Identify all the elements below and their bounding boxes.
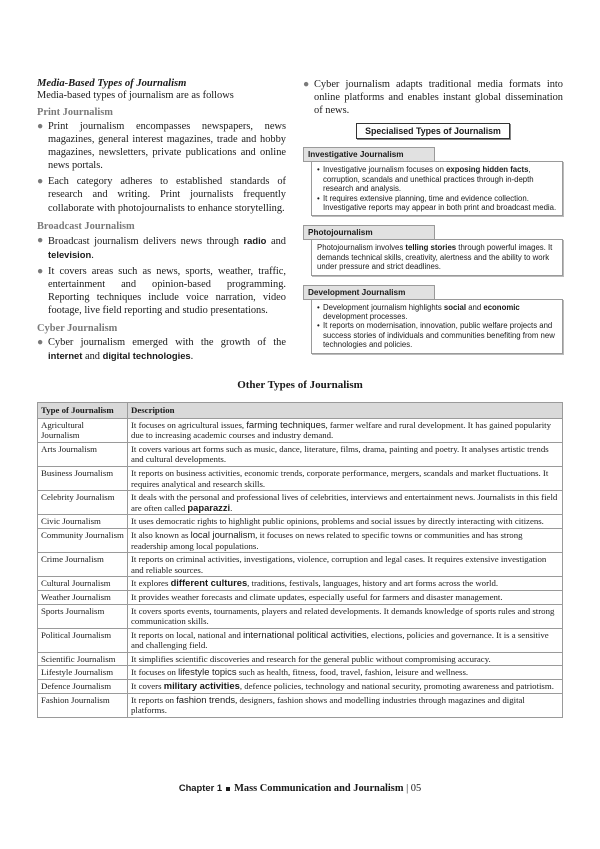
- bullet-icon: ●: [37, 121, 44, 132]
- table-cell-type: Community Journalism: [38, 528, 128, 552]
- print-journalism-heading: Print Journalism: [37, 107, 113, 118]
- other-types-table: [37, 402, 563, 718]
- keyword: international political activities: [243, 628, 367, 640]
- table-header-type: Type of Journalism: [38, 403, 128, 419]
- keyword: fashion trends: [176, 693, 236, 705]
- table-cell-type: Defence Journalism: [38, 680, 128, 694]
- table-cell-description: It reports on criminal activities, investigations, violence, corruption and legal cases. It requires extensive investigation and reliable sources.: [128, 553, 563, 577]
- photojournalism-block: [303, 222, 563, 275]
- table-cell-description: It provides weather forecasts and climate updates, especially useful for farmers and disaster management.: [128, 590, 563, 604]
- specialised-types-title: Specialised Types of Journalism: [356, 123, 510, 139]
- page-number: 05: [410, 783, 422, 794]
- list-item: ● Print journalism encompasses newspapers, news magazines, general interest magazines, trade and hobby magazines, newsletters, private publications and online news portals.: [37, 121, 286, 172]
- bullet-icon: ●: [303, 79, 310, 90]
- table-title: Other Types of Journalism: [237, 379, 363, 391]
- keyword: internet: [48, 350, 83, 362]
- table-cell-description: It uses democratic rights to highlight public opinions, problems and social issues by directly interacting with citizens.: [128, 515, 563, 529]
- table-row: [38, 628, 563, 652]
- investigative-journalism-block: [303, 144, 563, 216]
- keyword: radio: [243, 234, 267, 246]
- cyber-bullets: [37, 336, 286, 363]
- table-header-row: [38, 403, 563, 419]
- table-cell-type: Lifestyle Journalism: [38, 666, 128, 680]
- square-bullet-icon: [226, 787, 230, 791]
- keyword: television: [48, 248, 92, 260]
- keyword: local journalism: [190, 528, 256, 540]
- table-row: [38, 491, 563, 515]
- bullet-icon: •: [317, 165, 320, 175]
- table-row: [38, 515, 563, 529]
- keyword: lifestyle topics: [178, 666, 237, 678]
- bullet-icon: •: [317, 321, 320, 331]
- table-row: [38, 680, 563, 694]
- bullet-icon: •: [317, 302, 320, 312]
- table-cell-type: Crime Journalism: [38, 553, 128, 577]
- intro-text: Media-based types of journalism are as follows: [37, 90, 234, 101]
- table-cell-description: It covers sports events, tournaments, players and related developments. It demands knowledge of sports rules and strong communication skills.: [128, 604, 563, 628]
- table-cell-description: It explores different cultures, traditions, festivals, languages, history and art forms across the world.: [128, 577, 563, 591]
- table-cell-description: It focuses on agricultural issues, farming techniques, farmer welfare and rural development. It has gained popularity due to increasing academic courses and industry demand.: [128, 418, 563, 442]
- table-cell-type: Fashion Journalism: [38, 693, 128, 717]
- keyword: farming techniques: [246, 418, 326, 430]
- list-item: • It reports on modernisation, innovation, public welfare projects and success stories of individuals and communities benefiting from new technologies and policies.: [317, 321, 555, 350]
- broadcast-bullets: [37, 234, 286, 318]
- table-cell-type: Weather Journalism: [38, 590, 128, 604]
- section-heading: Media-Based Types of Journalism: [37, 78, 187, 89]
- table-cell-type: Cultural Journalism: [38, 577, 128, 591]
- development-journalism-box: [311, 299, 563, 354]
- keyword: different cultures: [170, 577, 248, 589]
- table-cell-type: Business Journalism: [38, 466, 128, 490]
- table-cell-description: It reports on local, national and international political activities, elections, policies and governance. It is a sensitive and challenging field.: [128, 628, 563, 652]
- table-cell-description: It reports on business activities, economic trends, corporate performance, mergers, scandals and market fluctuations. It requires analytical and research skills.: [128, 466, 563, 490]
- chapter-title: Mass Communication and Journalism: [234, 783, 404, 794]
- keyword: digital technologies: [102, 350, 191, 362]
- table-cell-description: It reports on fashion trends, designers, fashion shows and modelling industries through magazines and digital platforms.: [128, 693, 563, 717]
- table-row: [38, 577, 563, 591]
- table-row: [38, 604, 563, 628]
- table-cell-type: Celebrity Journalism: [38, 491, 128, 515]
- development-journalism-tab: Development Journalism: [303, 285, 435, 300]
- bullet-icon: ●: [37, 265, 44, 277]
- table-row: [38, 466, 563, 490]
- table-cell-description: It deals with the personal and professional lives of celebrities, interviews and entertainment news. Journalists in this field are often called paparazzi.: [128, 491, 563, 515]
- list-item: ● Each category adheres to established standards of research and writing. Print journalists frequently collaborate with photojournalists to enhance storytelling.: [37, 176, 286, 214]
- development-journalism-block: [303, 282, 563, 354]
- list-item: • Development journalism highlights social and economic development processes.: [317, 302, 520, 321]
- table-row: [38, 442, 563, 466]
- bullet-icon: ●: [37, 234, 44, 246]
- bullet-icon: ●: [37, 176, 44, 188]
- table-cell-type: Scientific Journalism: [38, 652, 128, 666]
- list-item: • It requires extensive planning, time and evidence collection. Investigative reports may appear in both print and broadcast media.: [317, 193, 557, 212]
- table-row: [38, 652, 563, 666]
- table-cell-description: It also known as local journalism, it focuses on news related to specific towns or communities and has strong readership among local populations.: [128, 528, 563, 552]
- list-item: ● Cyber journalism emerged with the growth of the internet and digital technologies.: [37, 337, 286, 363]
- table-row: [38, 528, 563, 552]
- right-column: [303, 78, 563, 360]
- list-item: • Investigative journalism focuses on exposing hidden facts, corruption, scandals and unethical practices through in-depth research and analysis.: [317, 165, 534, 194]
- table-row: [38, 666, 563, 680]
- table-cell-type: Political Journalism: [38, 628, 128, 652]
- table-header-description: Description: [128, 403, 563, 419]
- table-cell-type: Arts Journalism: [38, 442, 128, 466]
- keyword: paparazzi: [187, 501, 231, 513]
- cyber-journalism-heading: Cyber Journalism: [37, 323, 118, 335]
- table-body: [38, 418, 563, 717]
- print-bullets: [37, 120, 286, 215]
- broadcast-journalism-heading: Broadcast Journalism: [37, 220, 135, 232]
- photojournalism-tab: Photojournalism: [303, 225, 435, 240]
- table-row: [38, 553, 563, 577]
- left-column: [37, 78, 286, 366]
- table-row: [38, 590, 563, 604]
- list-item: ● Broadcast journalism delivers news through radio and television.: [37, 234, 286, 261]
- investigative-journalism-box: [311, 161, 563, 216]
- cyber-bullets-continued: [303, 78, 563, 117]
- photojournalism-box: Photojournalism involves telling stories through powerful images. It demands technical skills, creativity, alertness and the ability to work under pressure and strict deadlines.: [311, 239, 563, 275]
- keyword: military activities: [163, 680, 240, 692]
- table-cell-description: It covers military activities, defence policies, technology and national security, promoting awareness and patriotism.: [128, 680, 563, 694]
- table-cell-description: It focuses on lifestyle topics such as health, fitness, food, travel, fashion, leisure and wellness.: [128, 666, 563, 680]
- table-row: [38, 693, 563, 717]
- table-cell-type: Agricultural Journalism: [38, 418, 128, 442]
- table-cell-description: It simplifies scientific discoveries and research for the general public without compromising accuracy.: [128, 652, 563, 666]
- bullet-icon: •: [317, 193, 320, 203]
- page-footer: Chapter 1 Mass Communication and Journalism | 05: [178, 782, 422, 794]
- investigative-journalism-tab: Investigative Journalism: [303, 147, 435, 162]
- chapter-label: Chapter 1: [178, 782, 223, 793]
- list-item: ● It covers areas such as news, sports, weather, traffic, entertainment and opinion-based programming. Reporting techniques include voice narration, video footage, live field reporting and studio presentations.: [37, 265, 286, 317]
- table-cell-type: Civic Journalism: [38, 515, 128, 529]
- table-cell-description: It covers various art forms such as music, dance, literature, films, drama, painting and poetry. It analyses artistic trends and cultural developments.: [128, 442, 563, 466]
- list-item: ● Cyber journalism adapts traditional media formats into online platforms and enables instant global dissemination of news.: [303, 79, 563, 117]
- bullet-icon: ●: [37, 337, 44, 349]
- table-cell-type: Sports Journalism: [38, 604, 128, 628]
- table-row: [38, 418, 563, 442]
